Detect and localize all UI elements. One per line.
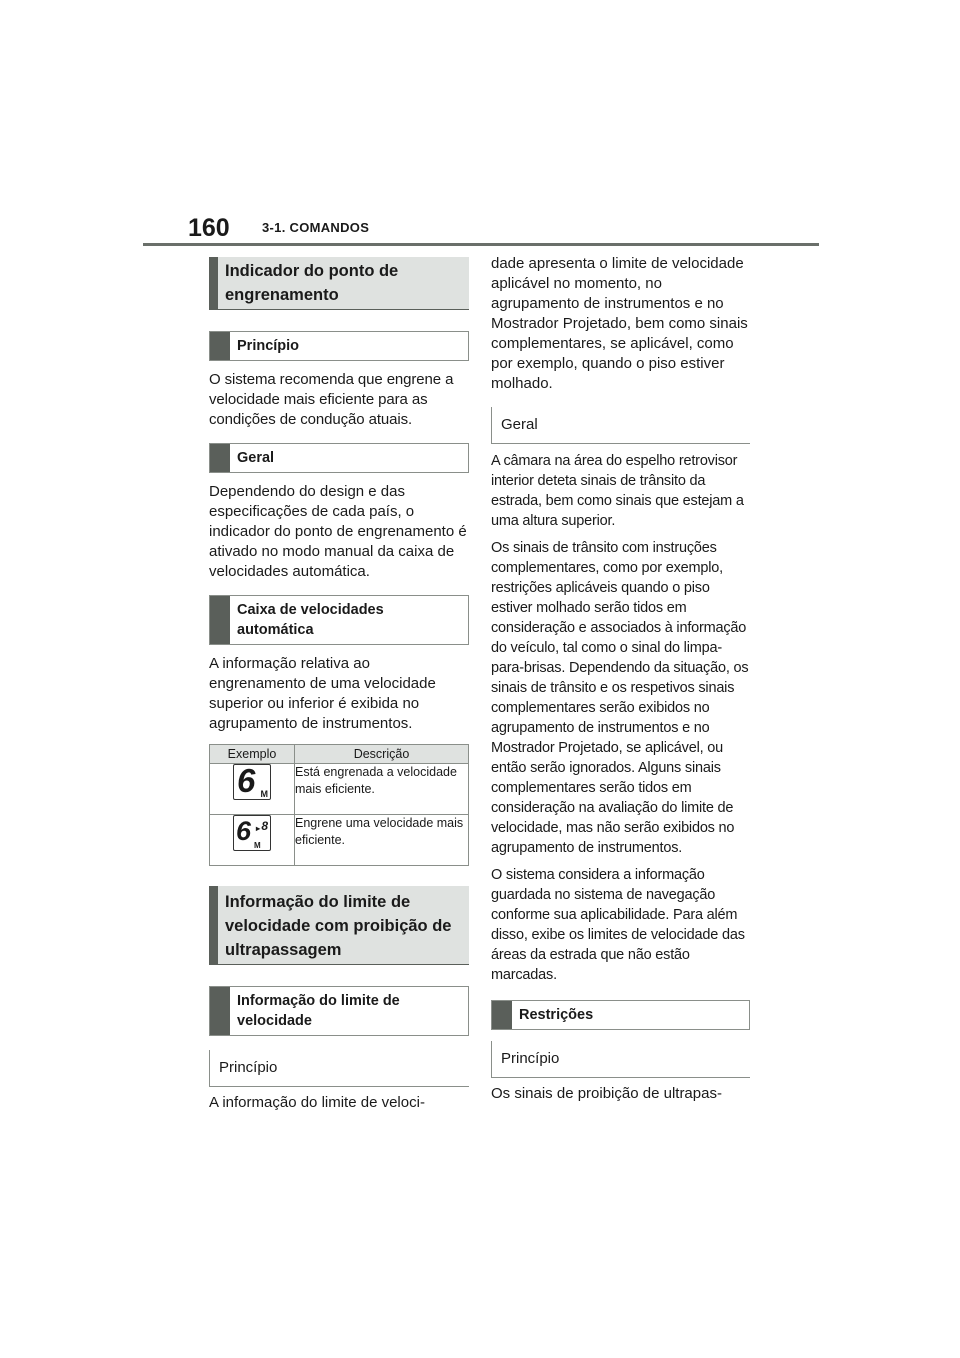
subheading-principio: Princípio [209,331,469,361]
paragraph: Dependendo do design e das especificações de cada país, o indicador do ponto de engrenamento é ativado no modo manual da caixa de velocidades automática. [209,483,467,580]
paragraph: Os sinais de trânsito com instruções complementares, como por exemplo, restrições aplicáveis quando o piso estiver molhado serão tidos em consideração e associados à informação do veículo, tal como o sinal do limpa-para-brisas. Dependendo da situação, os sinais de trânsito e os respetivos sinais complementares serão exibidos no agrupamento de instrumentos e no Mostrador Projetado, se aplicável, ou então serão ignorados. Alguns sinais complementares serão tidos em consideração na avaliação do limite de velocidade, mas não serão exibidos no agrupamento de instrumentos. [491,540,749,856]
paragraph: O sistema recomenda que engrene a velocidade mais eficiente para as condições de condução atuais. [209,371,454,428]
subheading-restricoes: Restrições [491,1000,750,1030]
column-header: Exemplo [210,745,295,764]
table-header-row [210,745,469,764]
paragraph: dade apresenta o limite de velocidade aplicável no momento, no agrupamento de instrumentos e no Mostrador Projetado, bem como sinais complementares, se aplicável, como por exemplo, quando o piso estiver molhado. [491,255,748,392]
subheading-principio: Princípio [209,1050,469,1087]
table-cell-description: Engrene uma velocidade mais eficiente. [295,815,469,866]
table-cell-description: Está engrenada a velocidade mais eficiente. [295,764,469,815]
column-header: Descrição [295,745,469,764]
paragraph: O sistema considera a informação guardada no sistema de navegação conforme sua aplicabilidade. Para além disso, exibe os limites de velocidade das áreas da estrada que não estão marcadas. [491,867,745,983]
header-rule [143,243,819,246]
paragraph: A informação relativa ao engrenamento de uma velocidade superior ou inferior é exibida no agrupamento de instrumentos. [209,655,436,732]
page-number: 160 [188,214,230,242]
table-row [210,764,469,815]
section-heading-gear-indicator: Indicador do ponto de engrenamento [209,257,469,310]
subheading-limite-velocidade: Informação do limite de velocidade [209,986,469,1036]
paragraph: A câmara na área do espelho retrovisor interior deteta sinais de trânsito da estrada, bem como sinais que estejam a uma altura superior. [491,453,744,529]
chapter-title: 3-1. COMANDOS [262,220,370,235]
subheading-geral: Geral [209,443,469,473]
paragraph: A informação do limite de veloci- [209,1094,425,1111]
gear-6-manual-icon: 6 M [233,764,271,800]
subheading-principio: Princípio [491,1041,750,1078]
left-column [209,257,469,1113]
section-heading-speed-limit: Informação do limite de velocidade com proibição de ultrapassagem [209,886,469,965]
subheading-geral: Geral [491,407,750,444]
table-row [210,815,469,866]
subheading-caixa-velocidades: Caixa de velocidades automática [209,595,469,645]
arrow-right-icon: ▸ [256,824,261,833]
right-column [491,257,750,1104]
gear-6-shift-to-8-icon: 6 ▸ 8 M [233,815,271,851]
paragraph: Os sinais de proibição de ultrapas- [491,1085,722,1102]
gear-indicator-table [209,744,469,866]
